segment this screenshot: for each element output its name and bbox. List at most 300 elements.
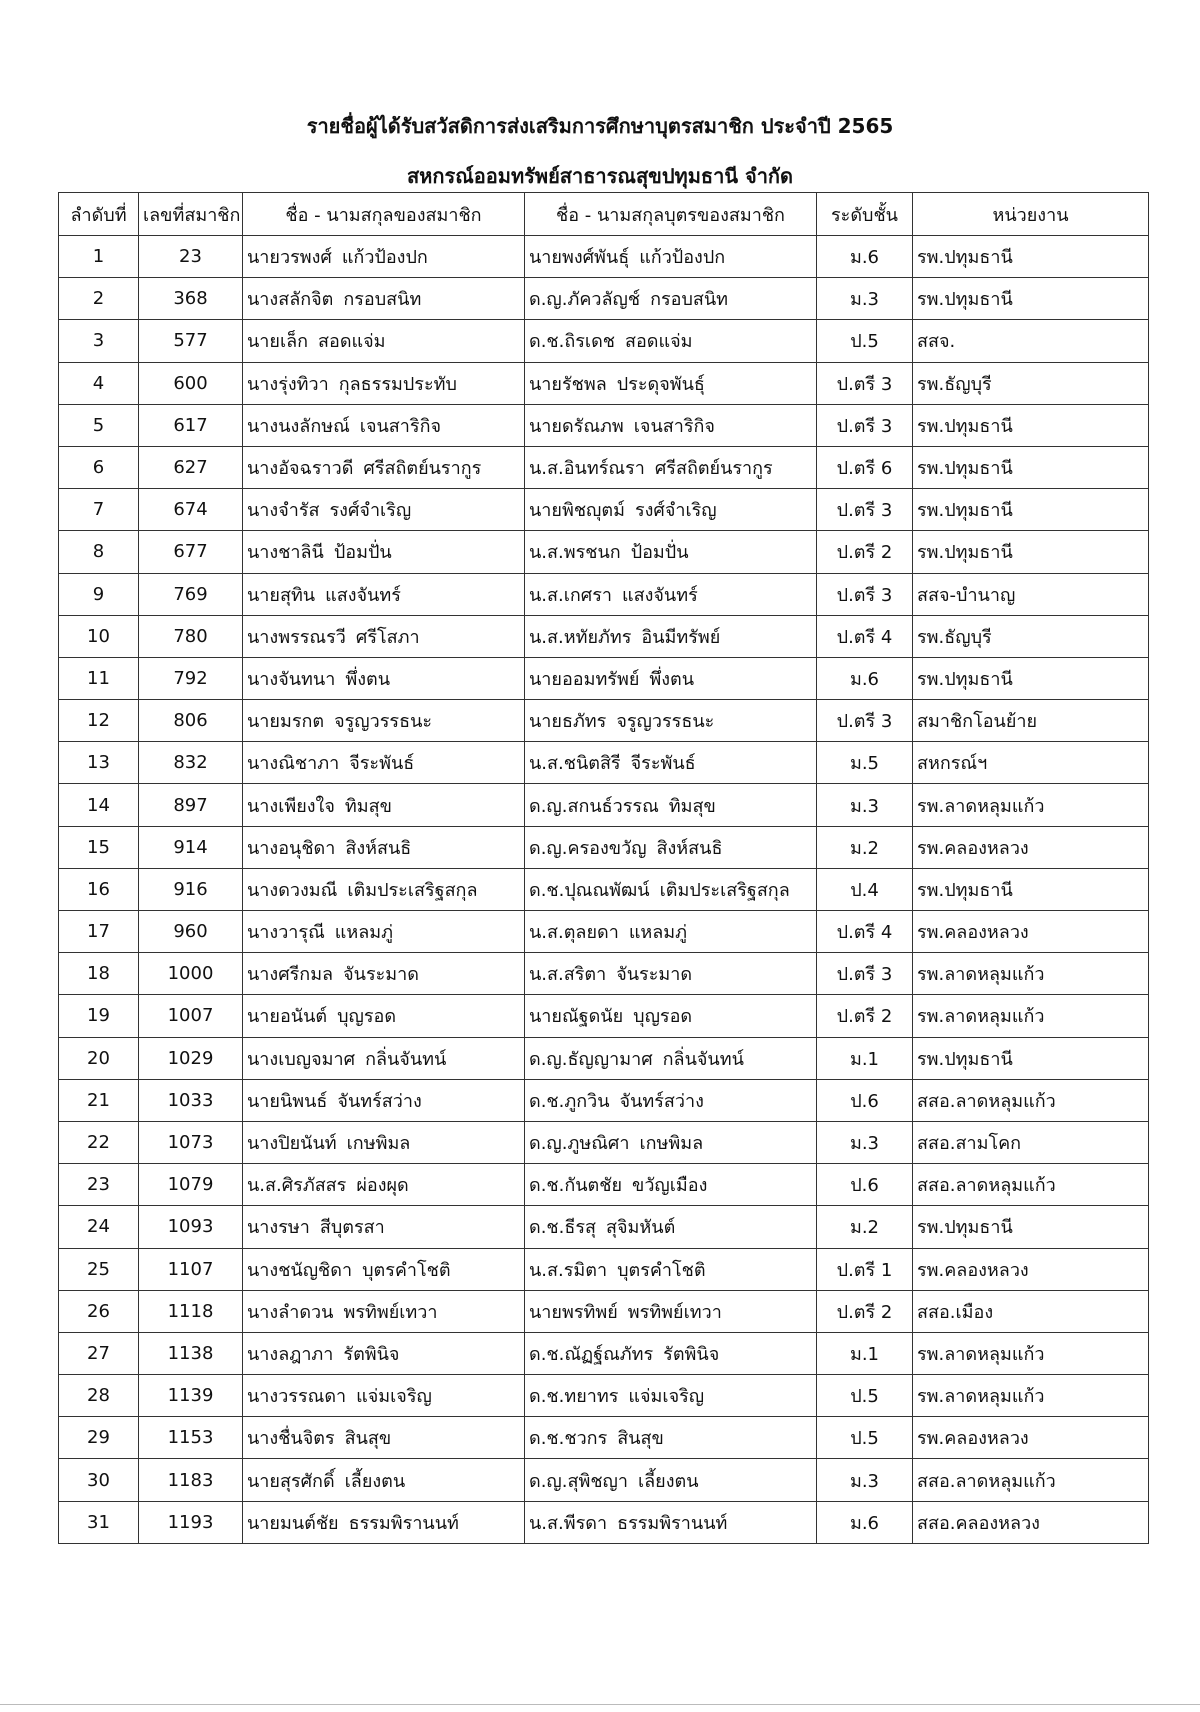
child-first-name: ด.ญ.สกนธ์วรรณ	[529, 795, 659, 817]
member-first-name: นางรุ่งทิวา	[247, 373, 329, 395]
member-name	[243, 320, 525, 362]
work-unit: รพ.ลาดหลุมแก้ว	[913, 1375, 1149, 1417]
member-first-name: นางชื่นจิตร	[247, 1428, 335, 1450]
education-level: ม.6	[817, 1501, 913, 1543]
member-id: 914	[139, 826, 243, 868]
table-row	[59, 995, 1149, 1037]
member-id: 1183	[139, 1459, 243, 1501]
member-name	[243, 1206, 525, 1248]
member-name	[243, 1290, 525, 1332]
child-surname: เลี้ยงตน	[637, 1470, 699, 1492]
row-number: 22	[59, 1121, 139, 1163]
table-header	[59, 193, 1149, 236]
child-surname: แหลมภู่	[628, 922, 688, 944]
work-unit: สมาชิกโอนย้าย	[913, 700, 1149, 742]
child-name	[525, 489, 817, 531]
child-surname: แจ่มเจริญ	[628, 1386, 705, 1408]
table-row	[59, 1079, 1149, 1121]
member-id: 677	[139, 531, 243, 573]
member-surname: กุลธรรมประทับ	[338, 373, 457, 395]
member-name	[243, 278, 525, 320]
child-surname: สินสุข	[617, 1428, 664, 1450]
child-name	[525, 1332, 817, 1374]
member-first-name: นางจำรัส	[247, 500, 320, 522]
row-number: 29	[59, 1417, 139, 1459]
member-id: 23	[139, 236, 243, 278]
child-surname: เจนสาริกิจ	[633, 415, 715, 437]
education-level: ป.ตรี 3	[817, 489, 913, 531]
education-level: ม.1	[817, 1332, 913, 1374]
member-surname: รัตพินิจ	[343, 1343, 400, 1365]
child-surname: สิงห์สนธิ	[656, 837, 723, 859]
education-level: ป.ตรี 3	[817, 404, 913, 446]
work-unit: รพ.ลาดหลุมแก้ว	[913, 953, 1149, 995]
member-name	[243, 700, 525, 742]
member-name	[243, 1121, 525, 1163]
row-number: 17	[59, 911, 139, 953]
member-id: 577	[139, 320, 243, 362]
education-level: ป.ตรี 3	[817, 573, 913, 615]
member-name	[243, 236, 525, 278]
member-first-name: นางวารุณี	[247, 922, 325, 944]
child-first-name: นายดรัณภพ	[529, 415, 624, 437]
education-level: ม.3	[817, 1121, 913, 1163]
member-surname: สอดแจ่ม	[318, 331, 386, 353]
member-id: 1153	[139, 1417, 243, 1459]
header-unit: หน่วยงาน	[913, 193, 1149, 236]
row-number: 14	[59, 784, 139, 826]
work-unit: รพ.ปทุมธานี	[913, 657, 1149, 699]
member-first-name: น.ส.ศิรภัสสร	[247, 1175, 347, 1197]
member-name	[243, 489, 525, 531]
child-name	[525, 742, 817, 784]
table-row	[59, 1206, 1149, 1248]
work-unit: สสอ.ลาดหลุมแก้ว	[913, 1459, 1149, 1501]
work-unit: รพ.ปทุมธานี	[913, 404, 1149, 446]
education-level: ม.6	[817, 236, 913, 278]
member-first-name: นางเพียงใจ	[247, 795, 335, 817]
member-name	[243, 1459, 525, 1501]
child-first-name: น.ส.พีรดา	[529, 1512, 608, 1534]
child-name	[525, 1206, 817, 1248]
member-surname: ธรรมพิรานนท์	[348, 1512, 459, 1534]
education-level: ป.ตรี 4	[817, 911, 913, 953]
member-id: 1073	[139, 1121, 243, 1163]
member-name	[243, 1164, 525, 1206]
row-number: 26	[59, 1290, 139, 1332]
member-id: 1107	[139, 1248, 243, 1290]
member-surname: กลิ่นจันทน์	[365, 1048, 447, 1070]
child-first-name: น.ส.สริตา	[529, 964, 607, 986]
member-name	[243, 1079, 525, 1121]
child-name	[525, 1164, 817, 1206]
table-row	[59, 446, 1149, 488]
member-first-name: นายมนต์ชัย	[247, 1512, 339, 1534]
child-name	[525, 573, 817, 615]
row-number: 8	[59, 531, 139, 573]
education-level: ป.ตรี 1	[817, 1248, 913, 1290]
member-id: 674	[139, 489, 243, 531]
education-level: ป.5	[817, 1417, 913, 1459]
row-number: 27	[59, 1332, 139, 1374]
education-level: ป.5	[817, 320, 913, 362]
member-id: 792	[139, 657, 243, 699]
work-unit: รพ.คลองหลวง	[913, 826, 1149, 868]
row-number: 24	[59, 1206, 139, 1248]
child-name	[525, 657, 817, 699]
child-name	[525, 995, 817, 1037]
child-first-name: ด.ญ.ครองขวัญ	[529, 837, 647, 859]
table-row	[59, 1332, 1149, 1374]
member-name	[243, 573, 525, 615]
member-surname: สีบุตรสา	[319, 1217, 385, 1239]
table-row	[59, 1375, 1149, 1417]
member-id: 1007	[139, 995, 243, 1037]
member-first-name: นายอนันต์	[247, 1006, 328, 1028]
member-name	[243, 1248, 525, 1290]
row-number: 2	[59, 278, 139, 320]
work-unit: รพ.ธัญบุรี	[913, 362, 1149, 404]
table-row	[59, 953, 1149, 995]
member-first-name: นายนิพนธ์	[247, 1090, 328, 1112]
child-surname: บุตรคำโชติ	[617, 1259, 706, 1281]
table-row	[59, 489, 1149, 531]
work-unit: รพ.คลองหลวง	[913, 1417, 1149, 1459]
child-surname: รงศ์จำเริญ	[634, 500, 717, 522]
member-surname: ศรีสถิตย์นรากูร	[363, 458, 482, 480]
member-surname: พึ่งตน	[345, 668, 390, 690]
work-unit: รพ.ลาดหลุมแก้ว	[913, 995, 1149, 1037]
row-number: 21	[59, 1079, 139, 1121]
education-level: ป.ตรี 3	[817, 953, 913, 995]
member-first-name: นายวรพงศ์	[247, 247, 332, 269]
child-surname: ศรีสถิตย์นรากูร	[654, 458, 773, 480]
child-surname: เกษพิมล	[639, 1133, 704, 1155]
member-surname: บุตรคำโชติ	[362, 1259, 451, 1281]
table-row	[59, 700, 1149, 742]
child-first-name: ด.ช.ถิรเดช	[529, 331, 615, 353]
child-first-name: ด.ช.ทยาทร	[529, 1386, 619, 1408]
member-name	[243, 995, 525, 1037]
member-name	[243, 868, 525, 910]
work-unit: สสอ.ลาดหลุมแก้ว	[913, 1079, 1149, 1121]
child-name	[525, 1290, 817, 1332]
child-name	[525, 1079, 817, 1121]
document-title: รายชื่อผู้ได้รับสวัสดิการส่งเสริมการศึกษาบุตรสมาชิก ประจำปี 2565	[306, 114, 894, 138]
child-first-name: ด.ช.ธีรสุ	[529, 1217, 596, 1239]
member-surname: จีระพันธ์	[349, 753, 415, 775]
education-level: ป.ตรี 4	[817, 615, 913, 657]
table-row	[59, 236, 1149, 278]
work-unit: รพ.ลาดหลุมแก้ว	[913, 1332, 1149, 1374]
member-id: 832	[139, 742, 243, 784]
member-id: 897	[139, 784, 243, 826]
table-row	[59, 868, 1149, 910]
row-number: 5	[59, 404, 139, 446]
child-first-name: นายออมทรัพย์	[529, 668, 640, 690]
child-first-name: ด.ช.กันตชัย	[529, 1175, 623, 1197]
row-number: 1	[59, 236, 139, 278]
education-level: ม.3	[817, 278, 913, 320]
member-surname: กรอบสนิท	[343, 289, 422, 311]
education-level: ป.ตรี 2	[817, 995, 913, 1037]
row-number: 3	[59, 320, 139, 362]
table-row	[59, 784, 1149, 826]
child-first-name: ด.ช.ปุณณพัฒน์	[529, 879, 650, 901]
education-level: ป.ตรี 3	[817, 362, 913, 404]
education-level: ม.5	[817, 742, 913, 784]
child-surname: แสงจันทร์	[622, 584, 698, 606]
member-name	[243, 1501, 525, 1543]
member-id: 1138	[139, 1332, 243, 1374]
member-id: 368	[139, 278, 243, 320]
member-first-name: นางปิยนันท์	[247, 1133, 337, 1155]
member-surname: เจนสาริกิจ	[359, 415, 442, 437]
member-first-name: นางนงลักษณ์	[247, 415, 350, 437]
child-name	[525, 1248, 817, 1290]
child-surname: พึ่งตน	[649, 668, 695, 690]
row-number: 6	[59, 446, 139, 488]
member-id: 780	[139, 615, 243, 657]
child-name	[525, 1375, 817, 1417]
member-id: 1193	[139, 1501, 243, 1543]
education-level: ป.ตรี 3	[817, 700, 913, 742]
member-id: 806	[139, 700, 243, 742]
row-number: 15	[59, 826, 139, 868]
member-surname: สิงห์สนธิ	[345, 837, 412, 859]
table-row	[59, 1417, 1149, 1459]
child-first-name: น.ส.รมิตา	[529, 1259, 608, 1281]
child-name	[525, 911, 817, 953]
row-number: 30	[59, 1459, 139, 1501]
member-first-name: นางลฎาภา	[247, 1343, 334, 1365]
education-level: ม.2	[817, 826, 913, 868]
header-level: ระดับชั้น	[817, 193, 913, 236]
member-id: 1000	[139, 953, 243, 995]
work-unit: สสอ.คลองหลวง	[913, 1501, 1149, 1543]
member-first-name: นางศรีกมล	[247, 964, 334, 986]
work-unit: รพ.ปทุมธานี	[913, 489, 1149, 531]
member-name	[243, 615, 525, 657]
education-level: ป.6	[817, 1164, 913, 1206]
member-name	[243, 1417, 525, 1459]
member-id: 1118	[139, 1290, 243, 1332]
member-name	[243, 742, 525, 784]
child-name	[525, 404, 817, 446]
row-number: 16	[59, 868, 139, 910]
education-level: ป.5	[817, 1375, 913, 1417]
education-level: ป.6	[817, 1079, 913, 1121]
member-surname: ทิมสุข	[344, 795, 392, 817]
row-number: 31	[59, 1501, 139, 1543]
row-number: 18	[59, 953, 139, 995]
child-surname: จันทร์สว่าง	[619, 1090, 704, 1112]
child-surname: เติมประเสริฐสกุล	[659, 879, 790, 901]
child-name	[525, 278, 817, 320]
education-level: ม.3	[817, 784, 913, 826]
child-name	[525, 1459, 817, 1501]
member-first-name: นางจันทนา	[247, 668, 336, 690]
child-name	[525, 700, 817, 742]
child-surname: จรูญวรรธนะ	[616, 711, 715, 733]
member-surname: สินสุข	[344, 1428, 392, 1450]
education-level: ป.4	[817, 868, 913, 910]
work-unit: รพ.ธัญบุรี	[913, 615, 1149, 657]
member-first-name: นางณิชาภา	[247, 753, 340, 775]
education-level: ม.2	[817, 1206, 913, 1248]
row-number: 11	[59, 657, 139, 699]
child-first-name: ด.ญ.สุพิชญา	[529, 1470, 628, 1492]
member-first-name: นางดวงมณี	[247, 879, 338, 901]
child-name	[525, 320, 817, 362]
document-subtitle: สหกรณ์ออมทรัพย์สาธารณสุขปทุมธานี จำกัด	[406, 164, 794, 188]
child-surname: จันระมาด	[616, 964, 693, 986]
child-surname: จีระพันธ์	[630, 753, 696, 775]
member-first-name: นางชาลินี	[247, 542, 324, 564]
member-first-name: นางอนุชิดา	[247, 837, 336, 859]
child-first-name: นายณัฐดนัย	[529, 1006, 624, 1028]
member-surname: พรทิพย์เทวา	[343, 1301, 438, 1323]
child-name	[525, 1501, 817, 1543]
member-name	[243, 1332, 525, 1374]
work-unit: รพ.ปทุมธานี	[913, 278, 1149, 320]
table-row	[59, 911, 1149, 953]
table-row	[59, 615, 1149, 657]
work-unit: รพ.ลาดหลุมแก้ว	[913, 784, 1149, 826]
member-id: 1079	[139, 1164, 243, 1206]
row-number: 20	[59, 1037, 139, 1079]
education-level: ม.3	[817, 1459, 913, 1501]
row-number: 28	[59, 1375, 139, 1417]
child-name	[525, 1037, 817, 1079]
beneficiary-table	[58, 192, 1149, 1544]
member-id: 1093	[139, 1206, 243, 1248]
member-name	[243, 362, 525, 404]
child-name	[525, 446, 817, 488]
child-first-name: ด.ญ.ภูษณิศา	[529, 1133, 630, 1155]
row-number: 10	[59, 615, 139, 657]
member-surname: เติมประเสริฐสกุล	[347, 879, 478, 901]
child-first-name: นายรัชพล	[529, 373, 607, 395]
member-first-name: นางเบญจมาศ	[247, 1048, 356, 1070]
member-first-name: นายสุทิน	[247, 584, 316, 606]
table-row	[59, 826, 1149, 868]
work-unit: รพ.ปทุมธานี	[913, 1037, 1149, 1079]
row-number: 23	[59, 1164, 139, 1206]
child-name	[525, 784, 817, 826]
child-first-name: ด.ช.ภูกวิน	[529, 1090, 610, 1112]
child-first-name: นายพิชญุตม์	[529, 500, 625, 522]
child-first-name: ด.ช.ณัฏฐ์ณภัทร	[529, 1343, 654, 1365]
row-number: 12	[59, 700, 139, 742]
table-row	[59, 404, 1149, 446]
child-surname: ทิมสุข	[668, 795, 716, 817]
member-first-name: นายเล็ก	[247, 331, 309, 353]
member-id: 627	[139, 446, 243, 488]
member-surname: ผ่องผุด	[356, 1175, 409, 1197]
child-surname: สุจิมหันต์	[606, 1217, 676, 1239]
member-name	[243, 657, 525, 699]
child-first-name: ด.ญ.ธัญญามาศ	[529, 1048, 653, 1070]
table-row	[59, 320, 1149, 362]
table-row	[59, 742, 1149, 784]
work-unit: สหกรณ์ฯ	[913, 742, 1149, 784]
child-first-name: ด.ญ.ภัควลัญช์	[529, 289, 641, 311]
child-name	[525, 531, 817, 573]
child-first-name: นายธภัทร	[529, 711, 607, 733]
row-number: 9	[59, 573, 139, 615]
member-surname: บุญรอด	[337, 1006, 397, 1028]
row-number: 13	[59, 742, 139, 784]
table-row	[59, 1037, 1149, 1079]
member-name	[243, 531, 525, 573]
header-no: ลำดับที่	[59, 193, 139, 236]
table-row	[59, 1121, 1149, 1163]
member-surname: จันทร์สว่าง	[337, 1090, 422, 1112]
child-surname: แก้วป้องปก	[639, 247, 726, 269]
member-id: 600	[139, 362, 243, 404]
education-level: ป.ตรี 2	[817, 531, 913, 573]
member-name	[243, 446, 525, 488]
child-first-name: นายพรทิพย์	[529, 1301, 618, 1323]
child-surname: สอดแจ่ม	[624, 331, 693, 353]
child-surname: ประดุจพันธุ์	[616, 373, 705, 395]
child-name	[525, 826, 817, 868]
work-unit: สสอ.เมือง	[913, 1290, 1149, 1332]
work-unit: สสอ.สามโคก	[913, 1121, 1149, 1163]
member-name	[243, 784, 525, 826]
row-number: 7	[59, 489, 139, 531]
table-row	[59, 1248, 1149, 1290]
work-unit: สสจ-บำนาญ	[913, 573, 1149, 615]
member-id: 1029	[139, 1037, 243, 1079]
work-unit: รพ.คลองหลวง	[913, 911, 1149, 953]
row-number: 4	[59, 362, 139, 404]
member-surname: แสงจันทร์	[325, 584, 401, 606]
child-first-name: น.ส.หทัยภัทร	[529, 626, 632, 648]
child-first-name: ด.ช.ชวกร	[529, 1428, 608, 1450]
education-level: ม.6	[817, 657, 913, 699]
work-unit: รพ.ปทุมธานี	[913, 446, 1149, 488]
education-level: ม.1	[817, 1037, 913, 1079]
work-unit: รพ.ปทุมธานี	[913, 531, 1149, 573]
work-unit: สสจ.	[913, 320, 1149, 362]
member-first-name: นางสลักจิต	[247, 289, 334, 311]
header-row	[59, 193, 1149, 236]
child-first-name: น.ส.อินทร์ณรา	[529, 458, 645, 480]
work-unit: รพ.คลองหลวง	[913, 1248, 1149, 1290]
child-surname: รัตพินิจ	[663, 1343, 720, 1365]
member-first-name: นางชนัญชิดา	[247, 1259, 353, 1281]
member-name	[243, 953, 525, 995]
member-id: 617	[139, 404, 243, 446]
page-bottom-edge	[0, 1704, 1200, 1705]
member-surname: จรูญวรรธนะ	[334, 711, 433, 733]
education-level: ป.ตรี 2	[817, 1290, 913, 1332]
child-first-name: น.ส.พรชนก	[529, 542, 621, 564]
table-row	[59, 278, 1149, 320]
child-name	[525, 236, 817, 278]
table-row	[59, 657, 1149, 699]
member-first-name: นางลำดวน	[247, 1301, 334, 1323]
child-first-name: น.ส.ตุลยดา	[529, 922, 619, 944]
education-level: ป.ตรี 6	[817, 446, 913, 488]
member-first-name: นางวรรณดา	[247, 1386, 347, 1408]
member-name	[243, 826, 525, 868]
child-name	[525, 615, 817, 657]
member-surname: รงศ์จำเริญ	[329, 500, 412, 522]
member-surname: เลี้ยงตน	[344, 1470, 406, 1492]
